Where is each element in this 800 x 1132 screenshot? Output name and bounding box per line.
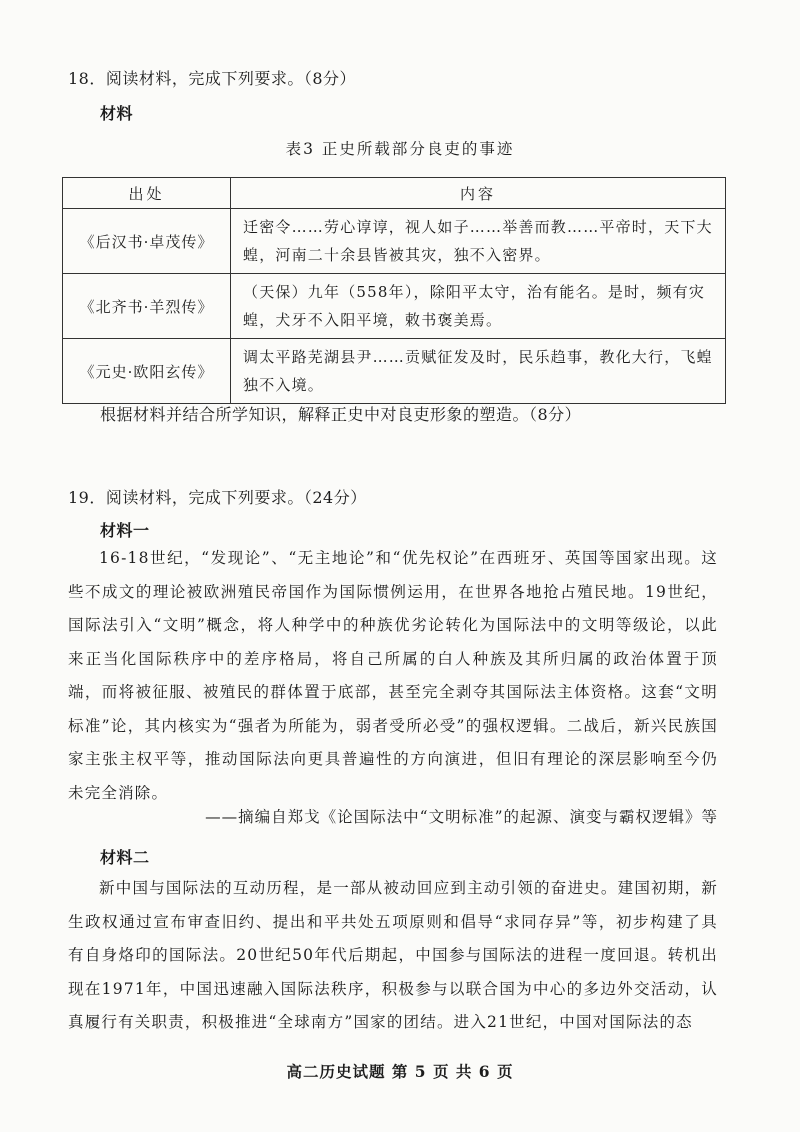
row-content: 调太平路芜湖县尹……贡赋征发及时，民乐趋事，教化大行，飞蝗独不入境。 xyxy=(231,339,726,404)
q18-heading: 18．阅读材料，完成下列要求。（8分） xyxy=(68,69,357,88)
table-row xyxy=(63,209,726,274)
header-content: 内容 xyxy=(231,178,726,209)
material1-text: 16-18世纪，“发现论”、“无主地论”和“优先权论”在西班牙、英国等国家出现。这些不成文的理论被欧洲殖民帝国作为国际惯例运用，在世界各地抢占殖民地。19世纪，国际法引入“文明”概念，将人种学中的种族优劣论转化为国际法中的文明等级论，以此来正当化国际秩序中的差序格局，将自己所属的白人种族及其所归属的政治体置于顶端，而将被征服、被殖民的群体置于底部，甚至完全剥夺其国际法主体资格。这套“文明标准”论，其内核实为“强者为所能为，弱者受所必受”的强权逻辑。二战后，新兴民族国家主张主权平等，推动国际法向更具普遍性的方向演进，但旧有理论的深层影响至今仍未完全消除。 xyxy=(68,549,718,802)
good-officials-table xyxy=(62,177,726,404)
q19-heading: 19．阅读材料，完成下列要求。（24分） xyxy=(68,488,367,507)
header-source: 出处 xyxy=(63,178,231,209)
q19-material1-label: 材料一 xyxy=(100,521,150,540)
table-row xyxy=(63,274,726,339)
material2-text: 新中国与国际法的互动历程，是一部从被动回应到主动引领的奋进史。建国初期，新生政权通过宣布审查旧约、提出和平共处五项原则和倡导“求同存异”等，初步构建了具有自身烙印的国际法。20世纪50年代后期起，中国参与国际法的进程一度回退。转机出现在1971年，中国迅速融入国际法秩序，积极参与以联合国为中心的多边外交活动，认真履行有关职责，积极推进“全球南方”国家的团结。进入21世纪，中国对国际法的态 xyxy=(68,879,718,1031)
material1-source: ——摘编自郑戈《论国际法中“文明标准”的起源、演变与霸权逻辑》等 xyxy=(205,808,718,826)
row-content: 迁密令……劳心谆谆，视人如子……举善而教……平帝时，天下大蝗，河南二十余县皆被其灾，独不入密界。 xyxy=(231,209,726,274)
table-caption: 表3 正史所载部分良吏的事迹 xyxy=(285,140,515,158)
q19-material2-label: 材料二 xyxy=(100,848,150,867)
row-source: 《元史·欧阳玄传》 xyxy=(63,339,231,404)
row-content: （天保）九年（558年），除阳平太守，治有能名。是时，频有灾蝗，犬牙不入阳平境，敕书褒美焉。 xyxy=(231,274,726,339)
page-footer: 高二历史试题 第 5 页 共 6 页 xyxy=(286,1062,514,1081)
q18-question: 根据材料并结合所学知识，解释正史中对良吏形象的塑造。（8分） xyxy=(100,405,582,424)
q18-material-label: 材料 xyxy=(100,104,134,123)
table-header-row xyxy=(63,178,726,209)
row-source: 《北齐书·羊烈传》 xyxy=(63,274,231,339)
row-source: 《后汉书·卓茂传》 xyxy=(63,209,231,274)
table-row xyxy=(63,339,726,404)
